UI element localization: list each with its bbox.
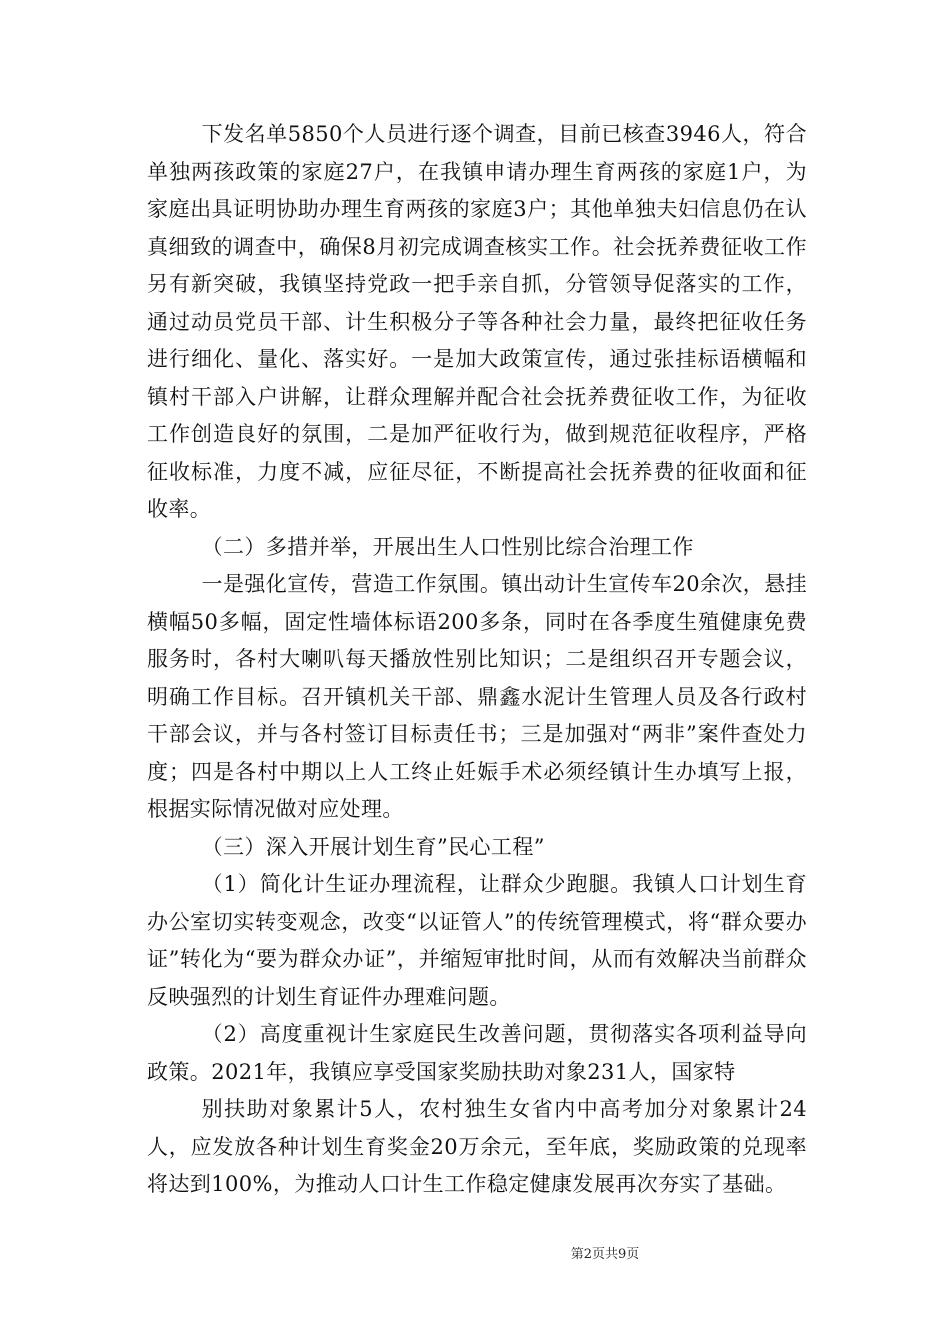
paragraph-welfare-policy: （2）高度重视计生家庭民生改善问题，贯彻落实各项利益导向政策。2021年，我镇应享受国家奖励扶助对象231人，国家特	[147, 1022, 807, 1084]
section-heading-3: （三）深入开展计划生育”民心工程”	[201, 834, 545, 859]
section-heading-2: （二）多措并举，开展出生人口性别比综合治理工作	[201, 534, 694, 559]
page-number-footer: 第2页共9页	[570, 1247, 640, 1262]
paragraph-welfare-continued: 别扶助对象累计5人，农村独生女省内中高考加分对象累计24人，应发放各种计划生育奖金20万余元，至年底，奖励政策的兑现率将达到100%，为推动人口计生工作稳定健康发展再次夯实了基础。	[147, 1097, 807, 1196]
paragraph-sex-ratio: 一是强化宣传，营造工作氛围。镇出动计生宣传车20余次，悬挂横幅50多幅，固定性墙体标语200多条，同时在各季度生殖健康免费服务时，各村大喇叭每天播放性别比知识；二是组织召开专题会议，明确工作目标。召开镇机关干部、鼎鑫水泥计生管理人员及各行政村干部会议，并与各村签订目标责任书；三是加强对“两非”案件查处力度；四是各村中期以上人工终止妊娠手术必须经镇计生办填写上报，根据实际情况做对应处理。	[147, 572, 807, 821]
paragraph-survey: 下发名单5850个人员进行逐个调查，目前已核查3946人，符合单独两孩政策的家庭27户，在我镇申请办理生育两孩的家庭1户，为家庭出具证明协助办理生育两孩的家庭3户；其他单独夫妇信息仍在认真细致的调查中，确保8月初完成调查核实工作。社会抚养费征收工作另有新突破，我镇坚持党政一把手亲自抓，分管领导促落实的工作，通过动员党员干部、计生积极分子等各种社会力量，最终把征收任务进行细化、量化、落实好。一是加大政策宣传，通过张挂标语横幅和镇村干部入户讲解，让群众理解并配合社会抚养费征收工作，为征收工作创造良好的氛围，二是加严征收行为，做到规范征收程序，严格征收标准，力度不减，应征尽征，不断提高社会抚养费的征收面和征收率。	[147, 122, 807, 521]
paragraph-simplify-process: （1）简化计生证办理流程，让群众少跑腿。我镇人口计划生育办公室切实转变观念，改变“以证管人”的传统管理模式，将“群众要办证”转化为“要为群众办证”，并缩短审批时间，从而有效解决当前群众反映强烈的计划生育证件办理难问题。	[147, 872, 807, 1009]
document-body	[147, 116, 807, 1204]
